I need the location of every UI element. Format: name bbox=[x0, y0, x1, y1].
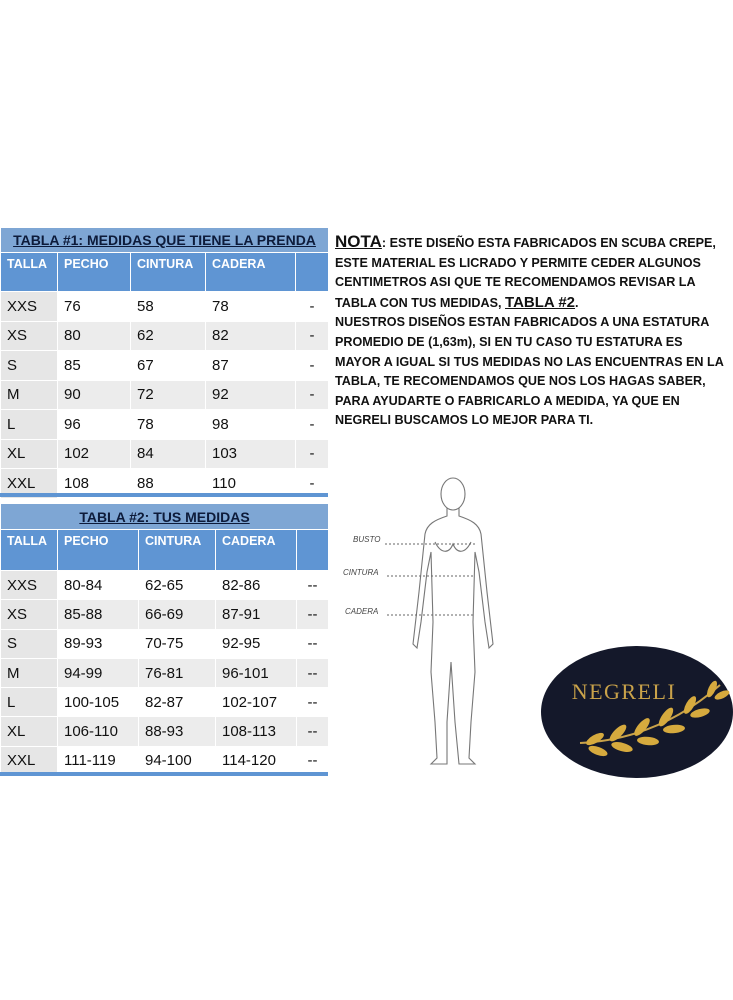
table1-title: TABLA #1: MEDIDAS QUE TIENE LA PRENDA bbox=[1, 228, 329, 253]
hip-cell: 82-86 bbox=[216, 571, 297, 600]
col-header-extra bbox=[296, 253, 329, 292]
size-cell: XL bbox=[1, 717, 58, 746]
hip-cell: 102-107 bbox=[216, 688, 297, 717]
extra-cell: - bbox=[296, 410, 329, 440]
extra-cell: - bbox=[296, 439, 329, 469]
hip-cell: 114-120 bbox=[216, 746, 297, 775]
waist-cell: 94-100 bbox=[139, 746, 216, 775]
size-cell: XL bbox=[1, 439, 58, 469]
col-header-cintura: CINTURA bbox=[139, 530, 216, 571]
negreli-logo bbox=[540, 645, 733, 780]
size-cell: XXS bbox=[1, 571, 58, 600]
chest-cell: 80 bbox=[58, 321, 131, 351]
col-header-extra bbox=[297, 530, 329, 571]
size-cell: S bbox=[1, 351, 58, 381]
hip-cell: 108-113 bbox=[216, 717, 297, 746]
col-header-cadera: CADERA bbox=[216, 530, 297, 571]
chest-cell: 96 bbox=[58, 410, 131, 440]
hip-cell: 82 bbox=[206, 321, 296, 351]
chest-cell: 85-88 bbox=[58, 600, 139, 629]
hip-cell: 103 bbox=[206, 439, 296, 469]
col-header-pecho: PECHO bbox=[58, 253, 131, 292]
chest-cell: 90 bbox=[58, 380, 131, 410]
col-header-cintura: CINTURA bbox=[131, 253, 206, 292]
waist-cell: 82-87 bbox=[139, 688, 216, 717]
table1-bottom-bar bbox=[0, 493, 328, 497]
waist-cell: 58 bbox=[131, 292, 206, 322]
table-row bbox=[1, 410, 329, 440]
waist-cell: 78 bbox=[131, 410, 206, 440]
extra-cell: -- bbox=[297, 571, 329, 600]
logo-brand-text: NEGRELI bbox=[571, 679, 677, 704]
hip-cell: 78 bbox=[206, 292, 296, 322]
waist-cell: 88 bbox=[131, 469, 206, 499]
chest-cell: 94-99 bbox=[58, 658, 139, 687]
waist-cell: 72 bbox=[131, 380, 206, 410]
garment-measurements-table bbox=[0, 227, 329, 499]
table-row bbox=[1, 629, 329, 658]
waist-cell: 76-81 bbox=[139, 658, 216, 687]
chest-cell: 100-105 bbox=[58, 688, 139, 717]
extra-cell: - bbox=[296, 351, 329, 381]
note-part1: : ESTE DISEÑO ESTA FABRICADOS EN SCUBA CREPE, ESTE MATERIAL ES LICRADO Y PERMITE CEDER ALGUNOS CENTIMETROS ASI QUE TE RECOMENDAMOS REVISAR LA TABLA CON TUS MEDIDAS, bbox=[335, 236, 716, 310]
note-table-ref: TABLA #2 bbox=[505, 293, 576, 311]
extra-cell: -- bbox=[297, 688, 329, 717]
extra-cell: -- bbox=[297, 746, 329, 775]
extra-cell: -- bbox=[297, 629, 329, 658]
hip-cell: 98 bbox=[206, 410, 296, 440]
chest-cell: 106-110 bbox=[58, 717, 139, 746]
hip-cell: 92-95 bbox=[216, 629, 297, 658]
waist-cell: 67 bbox=[131, 351, 206, 381]
chest-cell: 80-84 bbox=[58, 571, 139, 600]
hip-cell: 87-91 bbox=[216, 600, 297, 629]
hip-cell: 92 bbox=[206, 380, 296, 410]
size-cell: L bbox=[1, 410, 58, 440]
table-row bbox=[1, 658, 329, 687]
chest-cell: 76 bbox=[58, 292, 131, 322]
table-row bbox=[1, 688, 329, 717]
table-row bbox=[1, 600, 329, 629]
table-row bbox=[1, 380, 329, 410]
table-row bbox=[1, 439, 329, 469]
waist-cell: 88-93 bbox=[139, 717, 216, 746]
hip-cell: 87 bbox=[206, 351, 296, 381]
size-cell: M bbox=[1, 380, 58, 410]
hip-cell: 96-101 bbox=[216, 658, 297, 687]
size-cell: XXL bbox=[1, 746, 58, 775]
col-header-pecho: PECHO bbox=[58, 530, 139, 571]
size-cell: S bbox=[1, 629, 58, 658]
cadera-label: CADERA bbox=[345, 607, 379, 616]
size-cell: XXS bbox=[1, 292, 58, 322]
hip-cell: 110 bbox=[206, 469, 296, 499]
waist-cell: 62-65 bbox=[139, 571, 216, 600]
waist-cell: 70-75 bbox=[139, 629, 216, 658]
chest-cell: 89-93 bbox=[58, 629, 139, 658]
waist-cell: 62 bbox=[131, 321, 206, 351]
size-cell: M bbox=[1, 658, 58, 687]
size-cell: XS bbox=[1, 321, 58, 351]
waist-cell: 84 bbox=[131, 439, 206, 469]
extra-cell: - bbox=[296, 380, 329, 410]
chest-cell: 102 bbox=[58, 439, 131, 469]
table-row bbox=[1, 717, 329, 746]
body-outline bbox=[413, 478, 493, 764]
table-row bbox=[1, 351, 329, 381]
note-part2: . bbox=[575, 295, 579, 310]
size-cell: XXL bbox=[1, 469, 58, 499]
body-measurement-figure bbox=[335, 472, 515, 772]
table2-title: TABLA #2: TUS MEDIDAS bbox=[1, 504, 329, 530]
table-row bbox=[1, 321, 329, 351]
table-row bbox=[1, 571, 329, 600]
busto-label: BUSTO bbox=[353, 535, 381, 544]
note-paragraph2: NUESTROS DISEÑOS ESTAN FABRICADOS A UNA ESTATURA PROMEDIO DE (1,63m), SI EN TU CASO TU ESTATURA ES MAYOR A IGUAL SI TUS MEDIDAS NO LAS ENCUENTRAS EN LA TABLA, TE RECOMENDAMOS QUE NOS LOS HAGAS SABER, PARA AYUDARTE O FABRICARLO A MEDIDA, YA QUE EN NEGRELI BUSCAMOS LO MEJOR PARA TI. bbox=[335, 315, 724, 428]
note-keyword: NOTA bbox=[335, 232, 382, 251]
extra-cell: - bbox=[296, 321, 329, 351]
extra-cell: -- bbox=[297, 600, 329, 629]
col-header-talla: TALLA bbox=[1, 530, 58, 571]
table2-bottom-bar bbox=[0, 772, 328, 776]
cintura-label: CINTURA bbox=[343, 568, 379, 577]
chest-cell: 85 bbox=[58, 351, 131, 381]
col-header-talla: TALLA bbox=[1, 253, 58, 292]
size-cell: L bbox=[1, 688, 58, 717]
extra-cell: - bbox=[296, 292, 329, 322]
extra-cell: -- bbox=[297, 658, 329, 687]
your-measurements-table bbox=[0, 503, 329, 776]
size-cell: XS bbox=[1, 600, 58, 629]
waist-cell: 66-69 bbox=[139, 600, 216, 629]
table-row bbox=[1, 292, 329, 322]
extra-cell: -- bbox=[297, 717, 329, 746]
chest-cell: 108 bbox=[58, 469, 131, 499]
note-text bbox=[335, 232, 731, 431]
extra-cell: - bbox=[296, 469, 329, 499]
chest-cell: 111-119 bbox=[58, 746, 139, 775]
col-header-cadera: CADERA bbox=[206, 253, 296, 292]
